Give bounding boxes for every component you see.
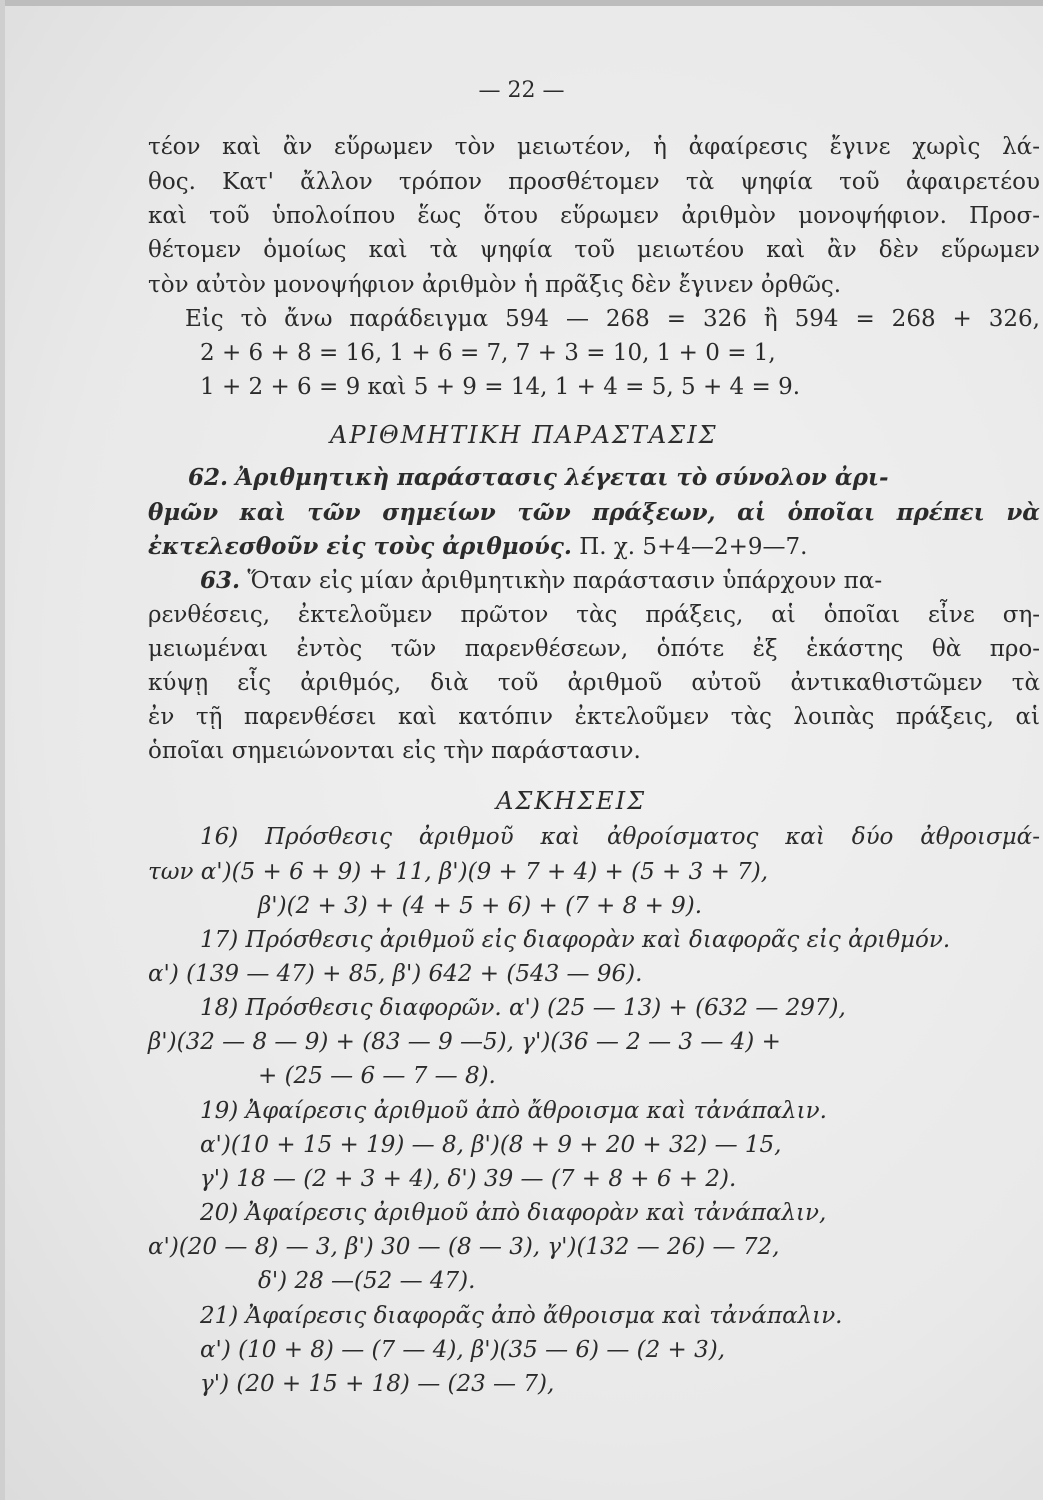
intro-line: καὶ τοῦ ὑπολοίπου ἕως ὅτου εὕρωμεν ἀριθμὸν μονοψήφιον. Προσ- xyxy=(148,203,1040,229)
exercise-20-line: α')(20 — 8) — 3, β') 30 — (8 — 3), γ')(132 — 26) — 72, xyxy=(148,1234,780,1260)
exercise-19-title: 19) Ἀφαίρεσις ἀριθμοῦ ἀπὸ ἄθροισμα καὶ τἀνάπαλιν. xyxy=(200,1098,827,1124)
intro-line: τέον καὶ ἂν εὕρωμεν τὸν μειωτέον, ἡ ἀφαίρεσις ἔγινε χωρὶς λά- xyxy=(148,134,1040,160)
example-line: Εἰς τὸ ἄνω παράδειγμα 594 — 268 = 326 ἢ 594 = 268 + 326, xyxy=(185,306,1040,332)
para62-line3 xyxy=(148,532,1040,562)
exercise-19-line: γ') 18 — (2 + 3 + 4), δ') 39 — (7 + 8 + 6 + 2). xyxy=(200,1166,737,1192)
exercise-19-line: α')(10 + 15 + 19) — 8, β')(8 + 9 + 20 + 32) — 15, xyxy=(200,1132,782,1158)
section-heading: ΑΡΙΘΜΗΤΙΚΗ ΠΑΡΑΣΤΑΣΙΣ xyxy=(330,421,718,449)
para63-line: ὁποῖαι σημειώνονται εἰς τὴν παράστασιν. xyxy=(148,738,641,764)
para63-line1 xyxy=(200,566,1040,596)
exercise-16-line: των α')(5 + 6 + 9) + 11, β')(9 + 7 + 4) + (5 + 3 + 7), xyxy=(148,859,769,885)
intro-line: θέτομεν ὁμοίως καὶ τὰ ψηφία τοῦ μειωτέου καὶ ἂν δὲν εὕρωμεν xyxy=(148,237,1040,263)
intro-line: θος. Κατ' ἄλλον τρόπον προσθέτομεν τὰ ψηφία τοῦ ἀφαιρετέου xyxy=(148,169,1040,195)
para63-line: κύψῃ εἷς ἀριθμός, διὰ τοῦ ἀριθμοῦ αὐτοῦ ἀντικαθιστῶμεν τὰ xyxy=(148,670,1040,696)
exercises-heading: ΑΣΚΗΣΕΙΣ xyxy=(496,787,647,815)
exercise-18-title: 18) Πρόσθεσις διαφορῶν. α') (25 — 13) + (632 — 297), xyxy=(200,995,846,1021)
para63-line: ρενθέσεις, ἐκτελοῦμεν πρῶτον τὰς πράξεις, αἱ ὁποῖαι εἶνε ση- xyxy=(148,602,1040,628)
exercise-16-line: β')(2 + 3) + (4 + 5 + 6) + (7 + 8 + 9). xyxy=(258,893,703,919)
para62-text: Ἀριθμητικὴ παράστασις λέγεται τὸ σύνολον ἀρι- xyxy=(235,464,889,491)
para63-line: ἐν τῇ παρενθέσει καὶ κατόπιν ἐκτελοῦμεν τὰς λοιπὰς πράξεις, αἱ xyxy=(148,704,1040,730)
exercise-17-title: 17) Πρόσθεσις ἀριθμοῦ εἰς διαφορὰν καὶ διαφορᾶς εἰς ἀριθμόν. xyxy=(200,927,951,953)
exercise-16-title: 16) Πρόσθεσις ἀριθμοῦ καὶ ἀθροίσματος καὶ δύο ἀθροισμά- xyxy=(200,824,1040,850)
scan-edge-top xyxy=(0,0,1043,6)
exercise-20-title: 20) Ἀφαίρεσις ἀριθμοῦ ἀπὸ διαφορὰν καὶ τἀνάπαλιν, xyxy=(200,1200,827,1226)
exercise-17-line: α') (139 — 47) + 85, β') 642 + (543 — 96). xyxy=(148,961,643,987)
para63-text: Ὅταν εἰς μίαν ἀριθμητικὴν παράστασιν ὑπάρχουν πα- xyxy=(247,568,883,594)
exercise-21-line: α') (10 + 8) — (7 — 4), β')(35 — 6) — (2 + 3), xyxy=(200,1337,726,1363)
para62-line2: θμῶν καὶ τῶν σημείων τῶν πράξεων, αἱ ὁποῖαι πρέπει νὰ xyxy=(148,499,1040,526)
example-line: 1 + 2 + 6 = 9 καὶ 5 + 9 = 14, 1 + 4 = 5, 5 + 4 = 9. xyxy=(200,374,801,400)
exercise-21-line: γ') (20 + 15 + 18) — (23 — 7), xyxy=(200,1371,555,1397)
para62-number: 62. xyxy=(188,464,229,491)
para63-line: μειωμέναι ἐντὸς τῶν παρενθέσεων, ὁπότε ἐξ ἑκάστης θὰ προ- xyxy=(148,636,1040,662)
para62-example: Π. χ. 5+4—2+9—7. xyxy=(579,534,808,560)
example-line: 2 + 6 + 8 = 16, 1 + 6 = 7, 7 + 3 = 10, 1 + 0 = 1, xyxy=(200,340,776,366)
scan-edge-left xyxy=(0,0,5,1500)
para63-number: 63. xyxy=(200,567,241,594)
intro-line: τὸν αὐτὸν μονοψήφιον ἀριθμὸν ἡ πρᾶξις δὲν ἔγινεν ὀρθῶς. xyxy=(148,272,842,298)
para62-definition-end: ἐκτελεσθοῦν εἰς τοὺς ἀριθμούς. xyxy=(148,533,572,560)
exercise-21-title: 21) Ἀφαίρεσις διαφορᾶς ἀπὸ ἄθροισμα καὶ τἀνάπαλιν. xyxy=(200,1303,843,1329)
exercise-18-line: + (25 — 6 — 7 — 8). xyxy=(258,1063,496,1089)
page-number: — 22 — xyxy=(478,78,565,103)
exercise-18-line: β')(32 — 8 — 9) + (83 — 9 —5), γ')(36 — 2 — 3 — 4) + xyxy=(148,1029,781,1055)
para62-line1 xyxy=(188,463,1040,493)
exercise-20-line: δ') 28 —(52 — 47). xyxy=(258,1268,476,1294)
